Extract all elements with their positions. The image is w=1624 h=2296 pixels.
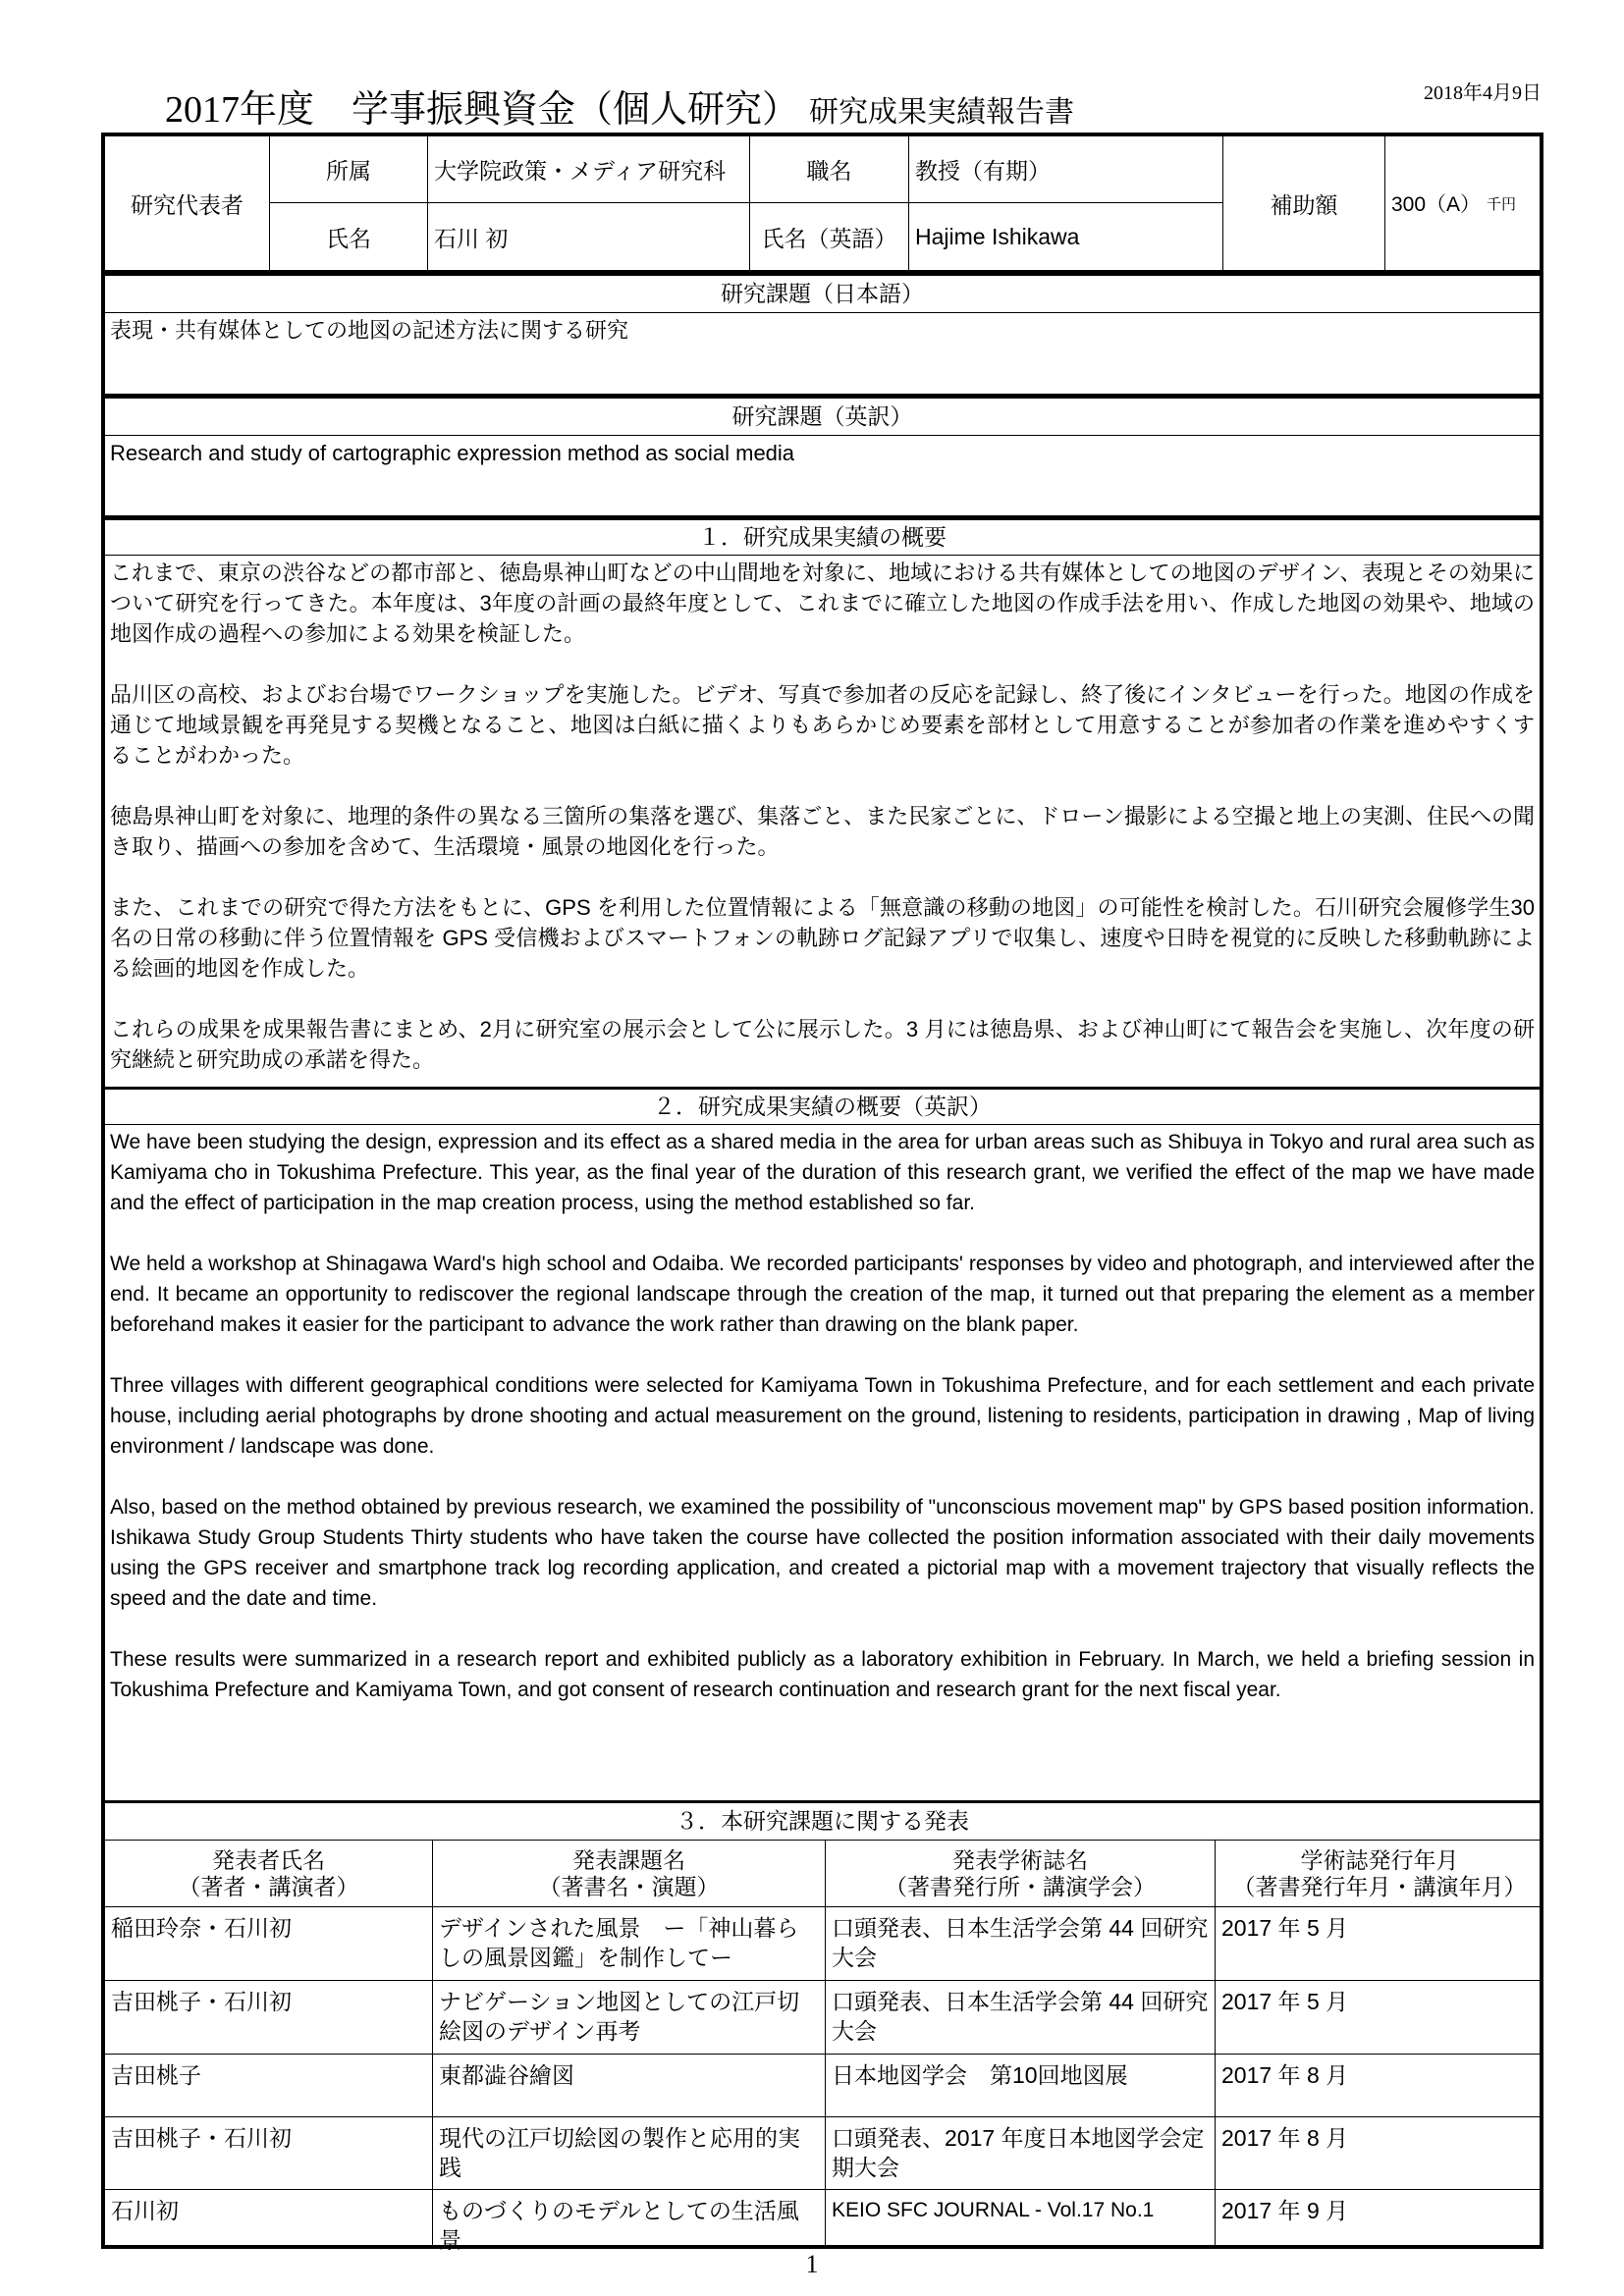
paragraph: また、これまでの研究で得た方法をもとに、GPS を利用した位置情報による「無意識の移動の地図」の可能性を検討した。石川研究会履修学生30名の日常の移動に伴う位置情報を GPS 受信機およびスマートフォンの軌跡ログ記録アプリで収集し、速度や日時を視覚的に反映した移動軌跡による絵画的地図を作成した。 <box>110 895 1535 981</box>
grant-amount <box>1385 136 1543 271</box>
report-date: 2018年4月9日 <box>1424 82 1542 104</box>
topic-ja-text: 表現・共有媒体としての地図の記述方法に関する研究 <box>110 318 629 343</box>
cell-title: 現代の江戸切絵図の製作と応用的実践 <box>433 2117 826 2190</box>
summary-ja-heading: １．研究成果実績の概要 <box>105 520 1540 556</box>
name-label: 氏名 <box>270 203 428 271</box>
cell-presenter: 石川初 <box>105 2190 433 2245</box>
grant-unit: 千円 <box>1487 195 1517 213</box>
name-en-value: Hajime Ishikawa <box>909 203 1223 271</box>
representative-label: 研究代表者 <box>105 136 270 271</box>
name-value: 石川 初 <box>428 203 750 271</box>
cell-journal: 口頭発表、日本生活学会第 44 回研究大会 <box>826 1981 1216 2055</box>
summary-en-body <box>105 1125 1540 1800</box>
topic-ja-heading: 研究課題（日本語） <box>105 276 1540 313</box>
position-value: 教授（有期） <box>909 136 1223 203</box>
page-number: 1 <box>805 2250 819 2278</box>
cell-title: ナビゲーション地図としての江戸切絵図のデザイン再考 <box>433 1981 826 2055</box>
cell-date: 2017 年 5 月 <box>1216 1981 1543 2055</box>
publications-heading: ３．本研究課題に関する発表 <box>105 1803 1540 1841</box>
column-header-date: 学術誌発行年月 （著書発行年月・講演年月） <box>1216 1841 1543 1907</box>
paragraph: 品川区の高校、およびお台場でワークショップを実施した。ビデオ、写真で参加者の反応を記録し、終了後にインタビューを行った。地図の作成を通じて地域景観を再発見する契機となること、地図は白紙に描くよりもあらかじめ要素を部材として用意することが参加者の作業を進めやすくすることがわかった。 <box>110 682 1535 768</box>
report-form <box>101 133 1543 2253</box>
topic-en-heading: 研究課題（英訳） <box>105 399 1540 436</box>
page-title <box>165 79 1074 133</box>
column-header-title: 発表課題名 （著書名・演題） <box>433 1841 826 1907</box>
paragraph: 徳島県神山町を対象に、地理的条件の異なる三箇所の集落を選び、集落ごと、また民家ごとに、ドローン撮影による空撮と地上の実測、住民への聞き取り、描画への参加を含めて、生活環境・風景の地図化を行った。 <box>110 804 1535 859</box>
cell-presenter: 稲田玲奈・石川初 <box>105 1907 433 1981</box>
title-sub: 研究成果実績報告書 <box>809 96 1075 129</box>
summary-en-heading: ２．研究成果実績の概要（英訳） <box>105 1090 1540 1125</box>
cell-journal: 日本地図学会 第10回地図展 <box>826 2055 1216 2117</box>
paragraph: We have been studying the design, expression and its effect as a shared media in the area for urban areas such as Shibuya in Tokyo and rural area such as Kamiyama cho in Tokushima Prefecture. This year, as the final year of the duration of this research grant, we verified the effect of the map we have made and the effect of participation in the map creation process, using the method established so far. <box>110 1131 1535 1214</box>
paragraph: We held a workshop at Shinagawa Ward's high school and Odaiba. We recorded participants' responses by video and photograph, and interviewed after the end. It became an opportunity to rediscover the regional landscape through the creation of the map, it turned out that preparing the element as a member beforehand makes it easier for the participant to advance the work rather than drawing on the blank paper. <box>110 1253 1535 1336</box>
title-main: 2017年度 学事振興資金（個人研究） <box>165 89 800 131</box>
paragraph: これらの成果を成果報告書にまとめ、2月に研究室の展示会として公に展示した。3 月には徳島県、および神山町にて報告会を実施し、次年度の研究継続と研究助成の承諾を得た。 <box>110 1017 1535 1072</box>
name-en-label: 氏名（英語） <box>750 203 909 271</box>
cell-journal: 口頭発表、2017 年度日本地図学会定期大会 <box>826 2117 1216 2190</box>
grant-value: 300（A） <box>1391 193 1482 216</box>
summary-ja-body <box>105 556 1540 1088</box>
affiliation-value: 大学院政策・メディア研究科 <box>428 136 750 203</box>
affiliation-label: 所属 <box>270 136 428 203</box>
column-header-presenter: 発表者氏名 （著者・講演者） <box>105 1841 433 1907</box>
cell-presenter: 吉田桃子・石川初 <box>105 1981 433 2055</box>
cell-presenter: 吉田桃子 <box>105 2055 433 2117</box>
topic-en-text: Research and study of cartographic expression method as social media <box>110 441 795 465</box>
position-label: 職名 <box>750 136 909 203</box>
cell-date: 2017 年 9 月 <box>1221 2198 1349 2223</box>
cell-presenter: 吉田桃子・石川初 <box>105 2117 433 2190</box>
cell-date: 2017 年 5 月 <box>1216 1907 1543 1981</box>
paragraph: これまで、東京の渋谷などの都市部と、徳島県神山町などの中山間地を対象に、地域における共有媒体としての地図のデザイン、表現とその効果について研究を行ってきた。本年度は、3年度の計画の最終年度として、これまでに確立した地図の作成手法を用い、作成した地図の効果や、地域の地図作成の過程への参加による効果を検証した。 <box>110 561 1535 646</box>
cell-date: 2017 年 8 月 <box>1216 2055 1543 2117</box>
paragraph: Three villages with different geographical conditions were selected for Kamiyama Town in Tokushima Prefecture, and for each settlement and each private house, including aerial photographs by drone shooting and actual measurement on the ground, listening to residents, participation in drawing , Map of living environment / landscape was done. <box>110 1374 1535 1458</box>
cell-title: ものづくりのモデルとしての生活風景 <box>433 2190 826 2245</box>
cell-title: 東都澁谷繪図 <box>433 2055 826 2117</box>
cell-journal: 口頭発表、日本生活学会第 44 回研究大会 <box>826 1907 1216 1981</box>
grant-label: 補助額 <box>1223 136 1385 271</box>
cell-title: デザインされた風景 ー「神山暮らしの風景図鑑」を制作してー <box>433 1907 826 1981</box>
cell-journal: KEIO SFC JOURNAL - Vol.17 No.1 <box>826 2190 1216 2245</box>
paragraph: These results were summarized in a research report and exhibited publicly as a laboratory exhibition in February. In March, we held a briefing session in Tokushima Prefecture and Kamiyama Town, and got consent of research continuation and research grant for the next fiscal year. <box>110 1648 1535 1701</box>
paragraph: Also, based on the method obtained by previous research, we examined the possibility of "unconscious movement map" by GPS based position information. Ishikawa Study Group Students Thirty students who have taken the course have collected the position information associated with their daily movements using the GPS receiver and smartphone track log recording application, and created a pictorial map with a movement trajectory that visually reflects the speed and the date and time. <box>110 1496 1535 1610</box>
column-header-journal: 発表学術誌名 （著書発行所・講演学会） <box>826 1841 1216 1907</box>
cell-date: 2017 年 8 月 <box>1216 2117 1543 2190</box>
